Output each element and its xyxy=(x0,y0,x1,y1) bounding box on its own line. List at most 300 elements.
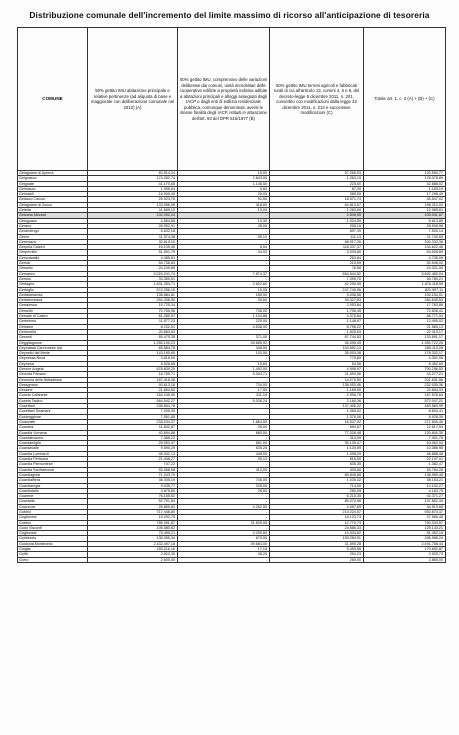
cell-value-b: - xyxy=(178,239,270,244)
cell-value-a: 52.791,84 xyxy=(88,499,178,504)
cell-value-b: 1.104,88 xyxy=(178,314,270,319)
cell-value-a: 93.613,18 xyxy=(88,382,178,387)
cell-comune: Geunda Panano xyxy=(18,372,88,377)
cell-value-c: 263,84 xyxy=(270,255,364,260)
cell-value-a: 16.135,45 xyxy=(88,245,178,250)
cell-comune: Gelzana Mezard xyxy=(18,213,88,218)
cell-comune: Guardiagrele xyxy=(18,472,88,477)
cell-value-b: 412,00 xyxy=(178,467,270,472)
cell-value-a: 61.280,97 xyxy=(88,314,178,319)
cell-total: 930.673,37 xyxy=(364,510,446,515)
cell-total: 72.838,41 xyxy=(364,308,446,313)
cell-value-b: 225,00 xyxy=(178,319,270,324)
cell-value-a: 76.155,52 xyxy=(88,494,178,499)
cell-value-a: 11.689,12 xyxy=(88,208,178,213)
cell-total: 180.110,28 xyxy=(364,345,446,350)
cell-value-c: 280,59 xyxy=(270,488,364,493)
cell-value-c: 225,00 xyxy=(270,181,364,186)
cell-value-c: 2.549,55 xyxy=(270,213,364,218)
cell-value-c: 2.996,76 xyxy=(270,393,364,398)
cell-value-c: 1.148,97 xyxy=(270,319,364,324)
cell-value-c: 635,35 xyxy=(270,462,364,467)
cell-value-b: 49.664,00 xyxy=(178,541,270,546)
cell-total: 12.617,54 xyxy=(364,425,446,430)
cell-value-a: 75.490,21 xyxy=(88,531,178,536)
cell-value-a: 187.418,28 xyxy=(88,377,178,382)
cell-value-c: 1.030,32 xyxy=(270,478,364,483)
cell-value-c: 205,15 xyxy=(270,223,364,228)
cell-value-c: 1.098,29 xyxy=(270,451,364,456)
cell-value-c: 76,58 xyxy=(270,266,364,271)
cell-value-c: 64.810,67 xyxy=(270,202,364,207)
cell-value-a: 335.654,78 xyxy=(88,404,178,409)
cell-value-b: 35,10 xyxy=(178,457,270,462)
cell-value-b: - xyxy=(178,255,270,260)
cell-value-a: 16.755,71 xyxy=(88,372,178,377)
cell-value-b: 670,00 xyxy=(178,536,270,541)
cell-comune: Guanzate xyxy=(18,419,88,424)
cell-total: 3.692.480,04 xyxy=(364,271,446,276)
cell-value-a: 45.342,13 xyxy=(88,451,178,456)
cell-total: 4.391,96 xyxy=(364,356,446,361)
cell-value-a: 8.232,51 xyxy=(88,324,178,329)
cell-value-a: 1.831.353,71 xyxy=(88,282,178,287)
header-row xyxy=(18,28,446,171)
cell-value-a: 3.024.241,74 xyxy=(88,271,178,276)
cell-total: 7.530,14 xyxy=(364,229,446,234)
cell-comune: Guardia Perticara xyxy=(18,457,88,462)
cell-comune: Gurro xyxy=(18,557,88,562)
cell-value-c: 265,00 xyxy=(270,557,364,562)
cell-comune: Geynalata Cannonese Ust xyxy=(18,345,88,350)
cell-total: 63.062,04 xyxy=(364,441,446,446)
cell-value-c: 8.796,22 xyxy=(270,324,364,329)
cell-value-b: - xyxy=(178,213,270,218)
cell-comune: Guazzora xyxy=(18,504,88,509)
cell-value-b: 5,60 xyxy=(178,186,270,191)
cell-total: 12.985,81 xyxy=(364,208,446,213)
cell-total: 91.452,15 xyxy=(364,531,446,536)
cell-comune: Guglionesi xyxy=(18,531,88,536)
cell-value-a: 21.446,27 xyxy=(88,457,178,462)
cell-value-a: 20.663,63 xyxy=(88,329,178,334)
cell-comune: Gerne xyxy=(18,234,88,239)
cell-value-a: 65.475,35 xyxy=(88,335,178,340)
cell-comune: Gersello xyxy=(18,266,88,271)
cell-value-b: 1.492,00 xyxy=(178,366,270,371)
cell-value-a: 678.839,29 xyxy=(88,366,178,371)
cell-value-c: 77.326,48 xyxy=(270,430,364,435)
cell-value-b: 311,19 xyxy=(178,393,270,398)
cell-total: 133.891,17 xyxy=(364,335,446,340)
cell-value-a: 133.096,06 xyxy=(88,202,178,207)
cell-comune: Gersla xyxy=(18,261,88,266)
cell-value-b: - xyxy=(178,266,270,271)
cell-value-c: 254,23 xyxy=(270,552,364,557)
cell-total: 54.928,89 xyxy=(364,250,446,255)
cell-value-b: - xyxy=(178,414,270,419)
cell-value-c: 1.283,69 xyxy=(270,208,364,213)
cell-value-a: 25.923,78 xyxy=(88,197,178,202)
cell-value-a: 135.395,34 xyxy=(88,536,178,541)
cell-value-b: 28,00 xyxy=(178,192,270,197)
cell-value-b: 30,60 xyxy=(178,298,270,303)
cell-value-c: 16.537,02 xyxy=(270,419,364,424)
cell-total: 8.928,39 xyxy=(364,414,446,419)
cell-comune: Gerone Angela xyxy=(18,366,88,371)
cell-total: 167.576,64 xyxy=(364,393,446,398)
cell-total: 1.350.722,26 xyxy=(364,340,446,345)
cell-value-b: - xyxy=(178,510,270,515)
cell-value-a: 51.591,79 xyxy=(88,250,178,255)
cell-total: 42.688,02 xyxy=(364,181,446,186)
cell-comune: Gelgnate xyxy=(18,181,88,186)
cell-total: 22.694,33 xyxy=(364,388,446,393)
cell-total: 178.078,89 xyxy=(364,176,446,181)
cell-total: 42.371,27 xyxy=(364,494,446,499)
table-row xyxy=(18,557,446,562)
cell-total: 8.603,41 xyxy=(364,409,446,414)
cell-total: 22.197,01 xyxy=(364,457,446,462)
cell-value-a: 717.448,80 xyxy=(88,510,178,515)
cell-value-a: 53.066,58 xyxy=(88,467,178,472)
cell-value-a: 24.240,89 xyxy=(88,266,178,271)
cell-value-c: 1.376,06 xyxy=(270,414,364,419)
cell-comune: Gessgnano xyxy=(18,382,88,387)
cell-value-c: 137.406,22 xyxy=(270,404,364,409)
cell-value-c: 14.270,50 xyxy=(270,377,364,382)
cell-value-b: 5.036,24 xyxy=(178,398,270,403)
cell-value-a: 63.914,24 xyxy=(88,171,178,176)
cell-comune: Gerano xyxy=(18,223,88,228)
cell-total: 11.740,69 xyxy=(364,234,446,239)
cell-value-b: - xyxy=(178,329,270,334)
cell-value-a: 174.282,74 xyxy=(88,176,178,181)
cell-value-c: 138.053,46 xyxy=(270,382,364,387)
cell-value-a: 42.694,88 xyxy=(88,430,178,435)
cell-comune: Gessine xyxy=(18,388,88,393)
cell-total: 125.143,21 xyxy=(364,525,446,530)
cell-value-b: 745,00 xyxy=(178,478,270,483)
cell-value-c: 42.250,99 xyxy=(270,282,364,287)
cell-comune: Gertonella xyxy=(18,329,88,334)
cell-comune: Gerardengo xyxy=(18,229,88,234)
cell-value-c: 18.571,74 xyxy=(270,197,364,202)
cell-comune: Gerpernillo xyxy=(18,250,88,255)
cell-comune: Gubbio xyxy=(18,510,88,515)
cell-comune: Gelmaidi xyxy=(18,192,88,197)
cell-total: 1.382,47 xyxy=(364,462,446,467)
cell-value-b: 3.209,60 xyxy=(178,531,270,536)
cell-value-b: 26,00 xyxy=(178,425,270,430)
cell-value-b: 44,93 xyxy=(178,250,270,255)
cell-total: 483.569,99 xyxy=(364,404,446,409)
cell-value-b: 13,00 xyxy=(178,208,270,213)
cell-total: 142.154,01 xyxy=(364,292,446,297)
cell-total: 4.183,79 xyxy=(364,488,446,493)
cell-value-b: 55,10 xyxy=(178,234,270,239)
cell-value-b: 661,00 xyxy=(178,441,270,446)
table-container xyxy=(17,27,445,563)
cell-value-a: 7.205,39 xyxy=(88,409,178,414)
cell-value-c: 87,39 xyxy=(270,186,364,191)
cell-value-a: 574.256,15 xyxy=(88,287,178,292)
cell-comune: Gerentano xyxy=(18,239,88,244)
cell-total: 34.919,66 xyxy=(364,504,446,509)
cell-value-b: 4.262,50 xyxy=(178,504,270,509)
cell-value-c: 405,60 xyxy=(270,467,364,472)
cell-value-a: 136.884,81 xyxy=(88,292,178,297)
cell-value-a: 41.170,65 xyxy=(88,181,178,186)
cell-comune: Gersale di Castro xyxy=(18,314,88,319)
cell-total: 17.298,49 xyxy=(364,192,446,197)
cell-comune: Geynesa xyxy=(18,361,88,366)
cell-comune: Gudo Visconti xyxy=(18,525,88,530)
cell-comune: Geggliagnone xyxy=(18,340,88,345)
cell-value-c: 54,56 xyxy=(270,361,364,366)
cell-comune: Guardistallo xyxy=(18,488,88,493)
cell-value-b: - xyxy=(178,557,270,562)
cell-value-a: 29.053,37 xyxy=(88,441,178,446)
cell-comune: Guiglia xyxy=(18,547,88,552)
cell-value-b: 880,00 xyxy=(178,430,270,435)
column-header-b: 50% gettito IMU, comprensivo delle variazioni deliberate dai comuni, unità immobiliari delle cooperative edilizie a proprietà indivisa adibite a abitazioni principali e alloggi assegnati dagli IACP o dagli enti di edilizia residenziale pubblica, comunque denominati, aventi le stesse finalità degli IACP, istituiti in attuazione dell'art. 93 del DPR 616/1977 (B) xyxy=(178,28,270,171)
cell-total: 54.946,02 xyxy=(364,261,446,266)
cell-value-c: 159.284,91 xyxy=(270,536,364,541)
cell-value-c: 2.180,36 xyxy=(270,398,364,403)
cell-total: 38.153,21 xyxy=(364,478,446,483)
cell-value-b: 17,15 xyxy=(178,547,270,552)
cell-total: 43.277,21 xyxy=(364,372,446,377)
cell-value-c: 4.996,97 xyxy=(270,366,364,371)
cell-value-b: - xyxy=(178,525,270,530)
cell-value-c: 215,59 xyxy=(270,261,364,266)
cell-value-c: 21.593,56 xyxy=(270,372,364,377)
cell-total: 284.645,53 xyxy=(364,298,446,303)
cell-value-b: - xyxy=(178,515,270,520)
cell-comune: Guidizzolo xyxy=(18,536,88,541)
cell-value-a: 11.842,87 xyxy=(88,425,178,430)
cell-total: 232.035,36 xyxy=(364,382,446,387)
column-header-c: 50% gettito IMU terreni agricoli e fabbricati rurali di cui all'articolo 13, commi 4, 5 e 8, del decreto-legge 6 dicembre 2011, n. 201, convertito con modificazioni dalla legge 22 dicembre 2011, n. 214 e successive modificazioni (C) xyxy=(270,28,364,171)
cell-comune: Gertalamanda xyxy=(18,292,88,297)
cell-comune: Guardiaregia xyxy=(18,483,88,488)
cell-value-b: 38,20 xyxy=(178,552,270,557)
cell-total: 105.041,87 xyxy=(364,213,446,218)
cell-value-c: 616,50 xyxy=(270,457,364,462)
cell-value-b: 49.665,92 xyxy=(178,340,270,345)
cell-value-b: 17,50 xyxy=(178,388,270,393)
cell-value-a: 15.725,34 xyxy=(88,303,178,308)
cell-value-a: 4.564,85 xyxy=(88,218,178,223)
cell-value-b: - xyxy=(178,303,270,308)
cell-total: 40.780,21 xyxy=(364,276,446,281)
cell-total: 7.401,78 xyxy=(364,435,446,440)
cell-total: 8.452,60 xyxy=(364,361,446,366)
cell-value-b: - xyxy=(178,409,270,414)
cell-value-c: 247.740,96 xyxy=(270,287,364,292)
cell-comune: Geynessa Nova xyxy=(18,356,88,361)
cell-value-a: 65.584,78 xyxy=(88,345,178,350)
cell-value-c: 897,39 xyxy=(270,229,364,234)
cell-value-c: 57.265,53 xyxy=(270,171,364,176)
table-body xyxy=(18,171,446,563)
cell-value-c: 694,67 xyxy=(270,425,364,430)
cell-total: 120.590,77 xyxy=(364,171,446,176)
cell-value-c: 85.070,56 xyxy=(270,499,364,504)
cell-comune: Geynello del Mede xyxy=(18,351,88,356)
cell-comune: Guardia Sanframondi xyxy=(18,467,88,472)
document-title: Distribuzione comunale dell'incremento del limite massimo di ricorso all'anticipazione di tesoreria xyxy=(29,10,430,20)
cell-value-c: 1.825,83 xyxy=(270,329,364,334)
cell-value-a: 7.551,85 xyxy=(88,414,178,419)
cell-value-b: 31.839,08 xyxy=(178,520,270,525)
cell-value-b: - xyxy=(178,229,270,234)
cell-total: 2.865,00 xyxy=(364,557,446,562)
cell-total: 45.547,02 xyxy=(364,197,446,202)
cell-comune: Gertalessa xyxy=(18,303,88,308)
cell-value-c: 35.135,47 xyxy=(270,441,364,446)
cell-comune: Gertaghe xyxy=(18,282,88,287)
cell-value-c: 68.017,26 xyxy=(270,239,364,244)
cell-comune: Guardia Piemontese xyxy=(18,462,88,467)
cell-value-b: 2.602,60 xyxy=(178,282,270,287)
cell-value-b: - xyxy=(178,377,270,382)
cell-value-a: 36.305,19 xyxy=(88,478,178,483)
cell-total: 201.631,58 xyxy=(364,377,446,382)
cell-comune: Gusanggione xyxy=(18,414,88,419)
cell-total: 1.183,19 xyxy=(364,186,446,191)
cell-value-b: - xyxy=(178,276,270,281)
cell-value-b: 15,00 xyxy=(178,171,270,176)
cell-value-b: 165,50 xyxy=(178,292,270,297)
cell-value-c: 313,59 xyxy=(270,435,364,440)
cell-comune: Guardia Vomana xyxy=(18,430,88,435)
cell-value-b: 371,00 xyxy=(178,335,270,340)
cell-value-c: 12.770,73 xyxy=(270,520,364,525)
cell-value-a: 254.336,90 xyxy=(88,298,178,303)
cell-comune: Gertelemo xyxy=(18,319,88,324)
cell-value-a: 564.542,27 xyxy=(88,398,178,403)
cell-value-b: 448,50 xyxy=(178,345,270,350)
cell-value-c: 31.590,28 xyxy=(270,541,364,546)
cell-total: 100.332,38 xyxy=(364,239,446,244)
cell-value-a: 105.580,62 xyxy=(88,525,178,530)
cell-value-a: 747,22 xyxy=(88,462,178,467)
cell-comune: Gelgnasco xyxy=(18,176,88,181)
cell-comune: Gelagnane di Zocco xyxy=(18,202,88,207)
cell-comune: Guastalla xyxy=(18,499,88,504)
cell-comune: Gelasco Cavour xyxy=(18,197,88,202)
cell-value-a: 11.577,23 xyxy=(88,319,178,324)
cell-total: 271.605,49 xyxy=(364,419,446,424)
cell-comune: Gerscawalle xyxy=(18,255,88,260)
cell-total: 134.622,46 xyxy=(364,245,446,250)
cell-value-c: 1.706,45 xyxy=(270,308,364,313)
cell-total: 295.986,24 xyxy=(364,536,446,541)
cell-comune: Gelmasco xyxy=(18,186,88,191)
cell-value-c: 2.053,84 xyxy=(270,303,364,308)
cell-value-a: 102.292,24 xyxy=(88,213,178,218)
cell-comune: Gertalernessa xyxy=(18,298,88,303)
cell-total: 24.331,00 xyxy=(364,266,446,271)
cell-value-c: 7.390,70 xyxy=(270,276,364,281)
cell-comune: Guarene xyxy=(18,494,88,499)
cell-value-a: 143.190,65 xyxy=(88,351,178,356)
cell-comune: Gulfri xyxy=(18,552,88,557)
cell-value-c: 104.692,13 xyxy=(270,345,364,350)
cell-total: 28.508,98 xyxy=(364,223,446,228)
column-header-comune: COMUNE xyxy=(18,28,88,171)
cell-value-c: 6.215,35 xyxy=(270,494,364,499)
cell-value-b: 6,54 xyxy=(178,245,270,250)
cell-value-b: 7.874,37 xyxy=(178,271,270,276)
cell-value-c: 118.337,37 xyxy=(270,245,364,250)
cell-value-c: 1.365,02 xyxy=(270,409,364,414)
cell-value-a: 25.855,83 xyxy=(88,504,178,509)
cell-value-c: 664.644,52 xyxy=(270,271,364,276)
cell-total: 137.862,34 xyxy=(364,499,446,504)
cell-comune: Guardia Lombardi xyxy=(18,451,88,456)
cell-comune: Guardabosone xyxy=(18,435,88,440)
cell-comune: Guglionesi xyxy=(18,515,88,520)
cell-comune: Geloguaso xyxy=(18,218,88,223)
cell-comune: Gerpela Calzed xyxy=(18,245,88,250)
data-table xyxy=(17,27,446,563)
cell-value-a: 19.292,75 xyxy=(88,515,178,520)
cell-total: 5.613,85 xyxy=(364,218,446,223)
cell-value-b: 51,50 xyxy=(178,197,270,202)
cell-comune: Gertoglio xyxy=(18,287,88,292)
cell-value-a: 70.765,96 xyxy=(88,308,178,313)
cell-value-a: 54.736,83 xyxy=(88,261,178,266)
cell-value-c: 4.375,84 xyxy=(270,314,364,319)
cell-total: 2.491.756,44 xyxy=(364,541,446,546)
column-header-a: 50% gettito IMU abitazione principale e relative pertinenze (ad aliquota di base e maggiorate con deliberazione comunale nel 2012) (A) xyxy=(88,28,178,171)
cell-value-a: 165.216,18 xyxy=(88,547,178,552)
cell-total: 2.925,73 xyxy=(364,552,446,557)
cell-value-a: 3.875,60 xyxy=(88,488,178,493)
cell-value-b: 103,90 xyxy=(178,351,270,356)
cell-total: 178.332,17 xyxy=(364,351,446,356)
cell-value-b: 26,00 xyxy=(178,488,270,493)
cell-total: 53.784,26 xyxy=(364,467,446,472)
cell-total: 37.566,48 xyxy=(364,515,446,520)
cell-value-c: 5.036,56 xyxy=(270,292,364,297)
cell-total: 66.771,04 xyxy=(364,314,446,319)
cell-total: 46.888,48 xyxy=(364,451,446,456)
cell-value-b: - xyxy=(178,356,270,361)
cell-value-c: 49.327,83 xyxy=(270,298,364,303)
cell-value-a: 26.952,91 xyxy=(88,223,178,228)
cell-value-c: 65.845,66 xyxy=(270,472,364,477)
cell-total: 136.989,46 xyxy=(364,472,446,477)
cell-value-a: 8.526,65 xyxy=(88,361,178,366)
cell-value-a: 21.664,83 xyxy=(88,388,178,393)
cell-total: 198.310,03 xyxy=(364,202,446,207)
cell-value-b: - xyxy=(178,494,270,499)
cell-value-b: - xyxy=(178,472,270,477)
cell-total: 4.735,09 xyxy=(364,255,446,260)
cell-value-c: 380,00 xyxy=(270,192,364,197)
cell-value-b: - xyxy=(178,499,270,504)
cell-value-a: 785.391,67 xyxy=(88,520,178,525)
cell-value-c: 1.263,15 xyxy=(270,176,364,181)
cell-value-a: 2.600,00 xyxy=(88,557,178,562)
cell-comune: Gesanti xyxy=(18,335,88,340)
cell-value-a: 9.590,29 xyxy=(88,446,178,451)
cell-value-a: 3.616,09 xyxy=(88,356,178,361)
